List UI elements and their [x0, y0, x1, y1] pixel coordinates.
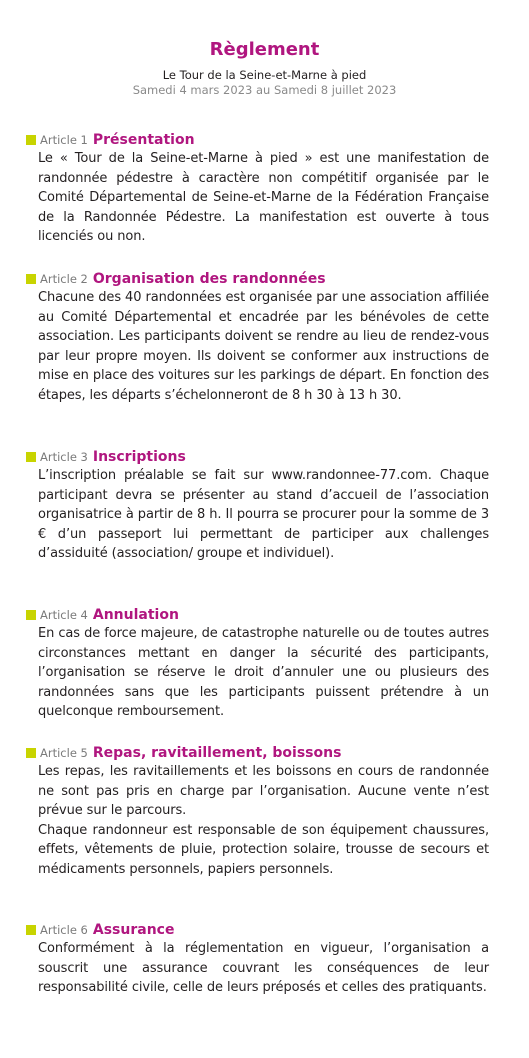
article-body	[38, 624, 489, 722]
article-5	[24, 744, 489, 880]
article-body	[38, 466, 489, 564]
article-body	[38, 149, 489, 247]
article-number: Article 4	[40, 608, 88, 622]
square-bullet-icon	[26, 925, 36, 935]
article-paragraph: Chacune des 40 randonnées est organisée par une association affiliée au Comité Départemental et encadrée par les bénévoles de cette association. Les participants doivent se rendre au lieu de rendez-vous par leur propre moyen. Ils doivent se conformer aux instructions de mise en place des voitures sur les parkings de départ. En fonction des étapes, les départs s’échelonneront de 8 h 30 à 13 h 30.	[38, 290, 489, 403]
page-title: Règlement	[209, 39, 320, 60]
article-number: Article 5	[40, 746, 88, 760]
event-name: Le Tour de la Seine-et-Marne à pied	[162, 68, 367, 82]
document-header	[0, 38, 529, 98]
article-3	[24, 448, 489, 564]
article-4	[24, 606, 489, 722]
article-1	[24, 131, 489, 247]
article-paragraph: Les repas, les ravitaillements et les boissons en cours de randonnée ne sont pas pris en charge par l’organisation. Aucune vente n’est prévue sur le parcours.	[38, 764, 489, 819]
article-number: Article 6	[40, 923, 88, 937]
square-bullet-icon	[26, 135, 36, 145]
article-heading	[26, 131, 489, 149]
article-title: Annulation	[92, 607, 179, 623]
article-title: Inscriptions	[92, 449, 186, 465]
article-paragraph: Le « Tour de la Seine-et-Marne à pied » est une manifestation de randonnée pédestre à caractère non compétitif organisée par le Comité Départemental de Seine-et-Marne de la Fédération Française de la Randonnée Pédestre. La manifestation est ouverte à tous licenciés ou non.	[38, 151, 489, 245]
article-paragraph: En cas de force majeure, de catastrophe naturelle ou de toutes autres circonstances mettant en danger la sécurité des participants, l’organisation se réserve le droit d’annuler une ou plusieurs des randonnées sans que les participants puissent prétendre à un quelconque remboursement.	[38, 626, 489, 720]
article-title: Organisation des randonnées	[92, 271, 326, 287]
article-heading	[26, 744, 489, 762]
square-bullet-icon	[26, 610, 36, 620]
article-heading	[26, 448, 489, 466]
article-heading	[26, 270, 489, 288]
event-dates: Samedi 4 mars 2023 au Samedi 8 juillet 2023	[132, 83, 397, 97]
square-bullet-icon	[26, 748, 36, 758]
article-heading	[26, 921, 489, 939]
article-6	[24, 921, 489, 998]
article-title: Repas, ravitaillement, boissons	[92, 745, 342, 761]
article-paragraph: L’inscription préalable se fait sur www.randonnee-77.com. Chaque participant devra se présenter au stand d’accueil de l’association organisatrice à partir de 8 h. Il pourra se procurer pour la somme de 3 € d’un passeport lui permettant de participer aux challenges d’assiduité (association/ groupe et individuel).	[38, 468, 489, 562]
square-bullet-icon	[26, 274, 36, 284]
article-2	[24, 270, 489, 406]
article-body	[38, 288, 489, 406]
article-paragraph: Chaque randonneur est responsable de son équipement chaussures, effets, vêtements de pluie, protection solaire, trousse de secours et médicaments personnels, papiers personnels.	[38, 822, 489, 877]
article-body	[38, 939, 489, 998]
article-number: Article 1	[40, 133, 88, 147]
article-title: Présentation	[92, 132, 195, 148]
article-number: Article 2	[40, 272, 88, 286]
article-heading	[26, 606, 489, 624]
article-body	[38, 762, 489, 880]
article-title: Assurance	[92, 922, 175, 938]
square-bullet-icon	[26, 452, 36, 462]
article-paragraph: Conformément à la réglementation en vigueur, l’organisation a souscrit une assurance couvrant les conséquences de leur responsabilité civile, celle de leurs préposés et celles des pratiquants.	[38, 941, 489, 996]
article-number: Article 3	[40, 450, 88, 464]
